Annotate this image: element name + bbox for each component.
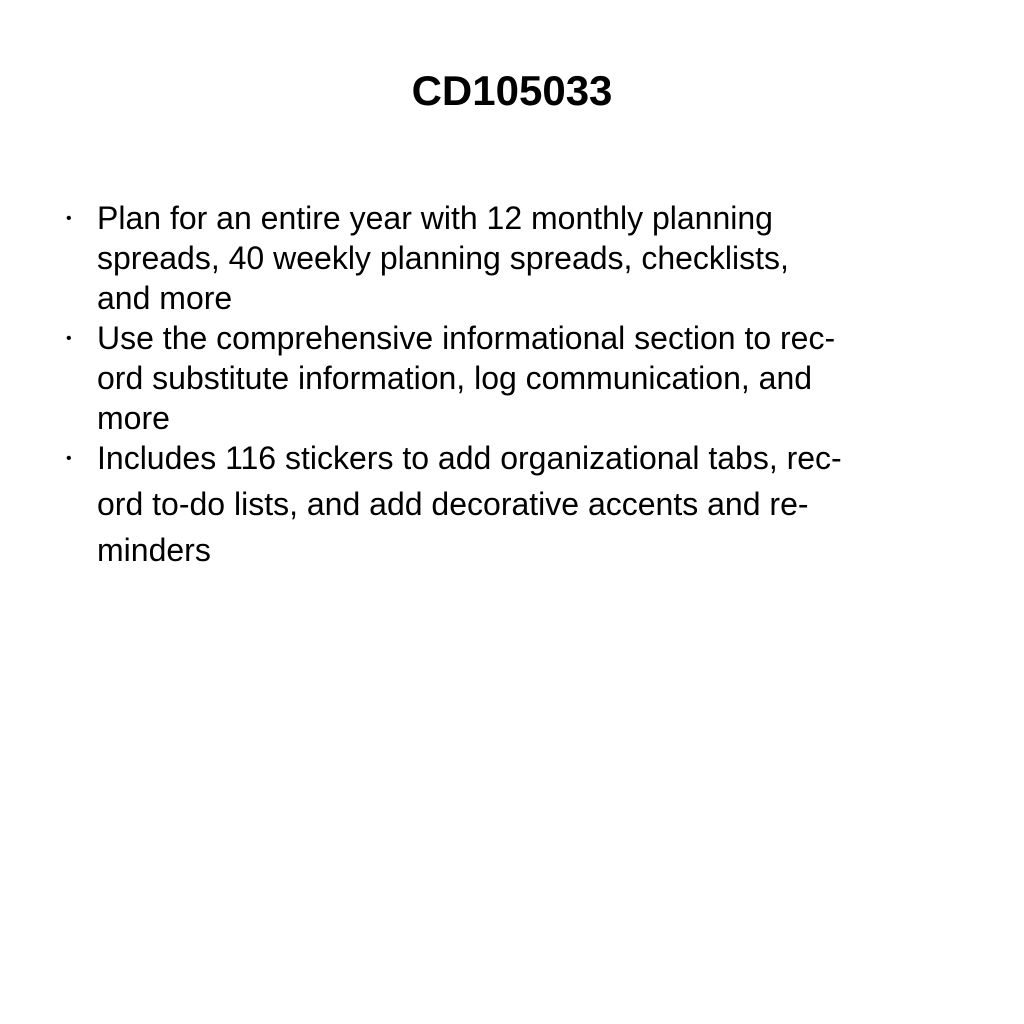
list-item-text: Plan for an entire year with 12 monthly planning bbox=[97, 200, 773, 236]
list-item bbox=[0, 318, 1024, 438]
list-item-text: and more bbox=[97, 280, 233, 316]
list-item-text: Includes 116 stickers to add organizational tabs, rec- bbox=[97, 440, 842, 476]
bullet-icon: • bbox=[66, 210, 72, 227]
bullet-icon: • bbox=[66, 450, 72, 467]
list-item-text: minders bbox=[97, 532, 211, 568]
list-item-text: Use the comprehensive informational section to rec- bbox=[97, 320, 836, 356]
list-item bbox=[0, 198, 1024, 318]
list-item-text: spreads, 40 weekly planning spreads, checklists, bbox=[97, 240, 789, 276]
list-item-text: more bbox=[97, 400, 170, 436]
feature-list bbox=[0, 198, 1024, 576]
list-item-text: ord substitute information, log communication, and bbox=[97, 360, 813, 396]
list-item bbox=[0, 438, 1024, 576]
bullet-icon: • bbox=[66, 330, 72, 347]
page-title: CD105033 bbox=[411, 67, 613, 114]
list-item-text: ord to-do lists, and add decorative accents and re- bbox=[97, 486, 809, 522]
